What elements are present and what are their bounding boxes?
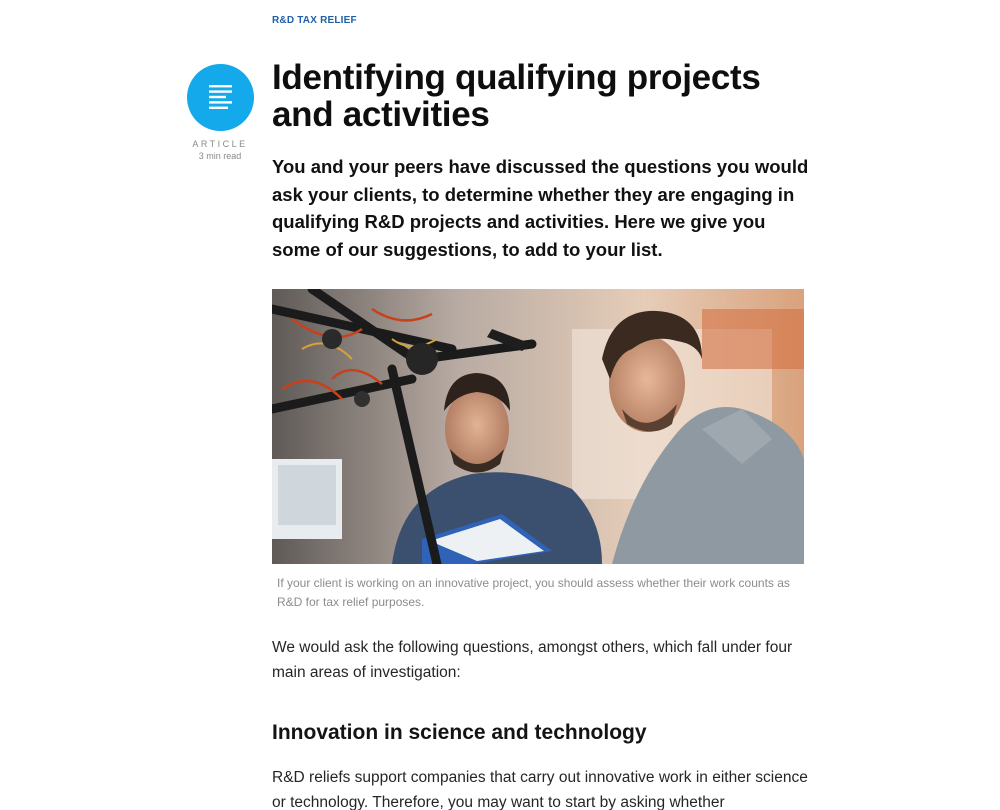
page-title: Identifying qualifying projects and activities xyxy=(272,58,761,134)
body-paragraph: We would ask the following questions, amongst others, which fall under four main areas of investigation: xyxy=(272,639,793,681)
engineers-drone-photo xyxy=(272,289,804,564)
body-paragraph: R&D reliefs support companies that carry out innovative work in either science or technology. Therefore, you may want to start by asking whether xyxy=(272,769,808,810)
read-time: 3 min read xyxy=(198,151,242,161)
article-intro: You and your peers have discussed the questions you would ask your clients, to determine whether they are engaging in qualifying R&D projects and activities. Here we give you some of our suggestions, to add to your list. xyxy=(272,156,809,260)
image-caption: If your client is working on an innovative project, you should assess whether their work counts as R&D for tax relief purposes. xyxy=(277,576,790,609)
section-heading: Innovation in science and technology xyxy=(272,721,647,744)
content-type-label: ARTICLE xyxy=(192,139,248,149)
article-badge-circle xyxy=(187,64,254,131)
hero-image xyxy=(272,289,804,564)
content-type-badge xyxy=(186,64,254,161)
article-lines-icon xyxy=(209,85,232,110)
category-link[interactable]: R&D TAX RELIEF xyxy=(272,15,357,26)
